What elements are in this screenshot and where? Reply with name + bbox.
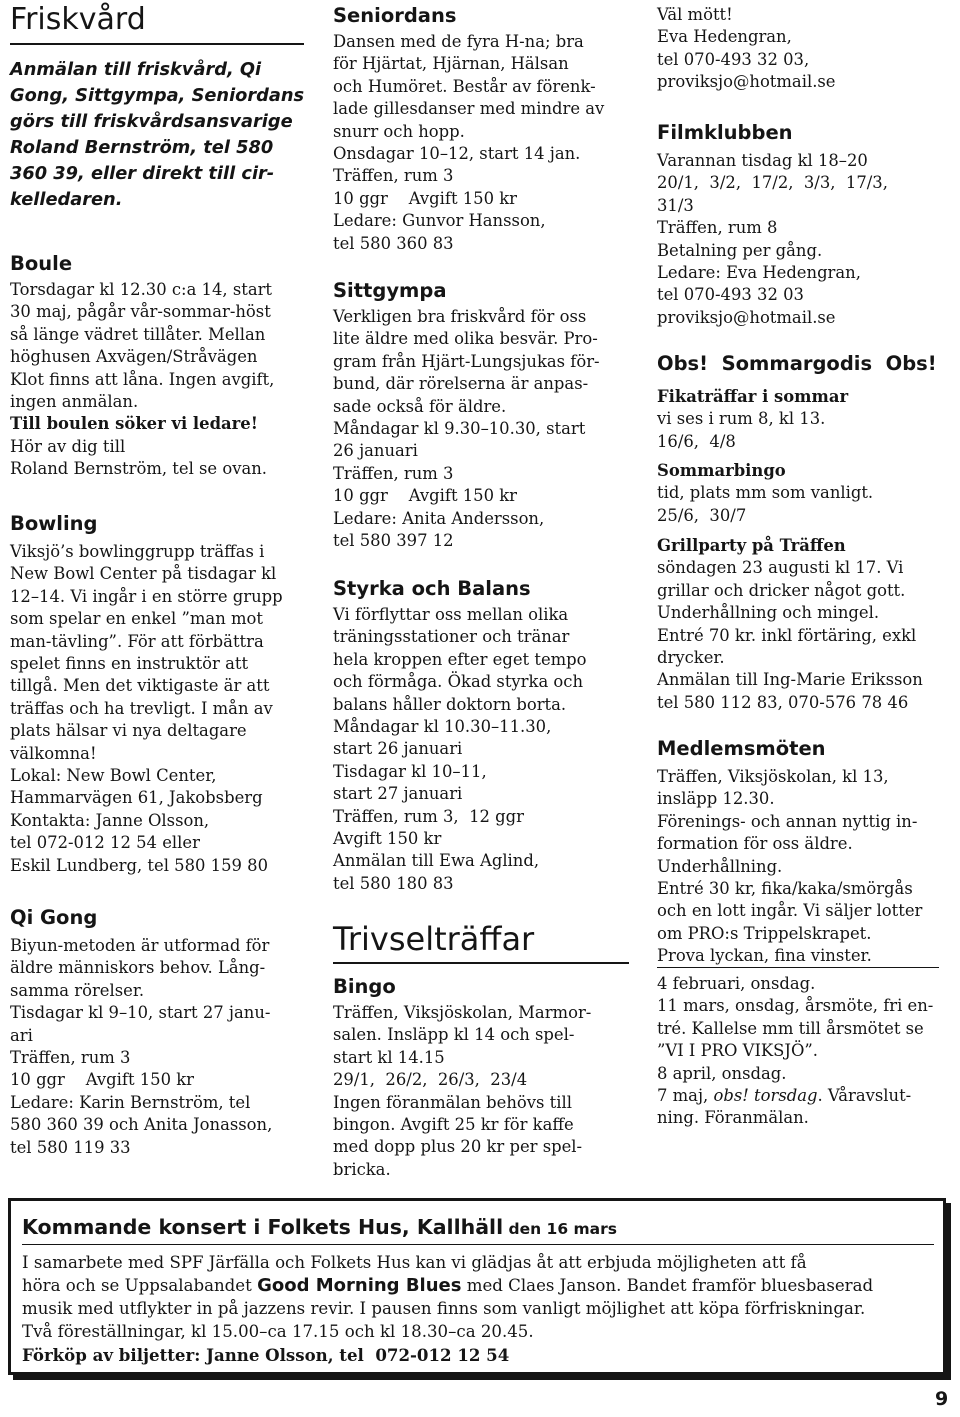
text-line: Förenings- och annan nyttig in- [657,811,918,831]
intro-line: Roland Bernström, tel 580 [10,137,274,158]
sittgympa-heading: Sittgympa [333,279,447,302]
email-text: proviksjo@hotmail.se [657,72,836,92]
text-span: med Claes Janson. Bandet framför bluesbaserad [461,1276,874,1295]
text-line: Underhållning. [657,856,783,876]
text-line: Betalning per gång. [657,240,823,260]
intro-line: Anmälan till friskvård, Qi [10,59,262,80]
text-line: 10 ggr Avgift 150 kr [333,486,518,506]
text-line: insläpp 12.30. [657,789,775,809]
text-line: tel 072-012 12 54 eller [10,833,200,853]
text-line: ”VI I PRO VIKSJÖ”. [657,1041,818,1061]
text-line: välkomna! [10,743,97,763]
text-line: träffas och ha trevligt. I mån av [10,698,273,718]
text-line: spelet finns en instruktör att [10,654,249,674]
text-line: vi ses i rum 8, kl 13. [657,409,826,429]
intro-line: görs till friskvårdsansvarige [10,111,293,132]
qigong-heading: Qi Gong [10,906,98,929]
text-line: 580 360 39 och Anita Jonasson, [10,1115,273,1135]
text-line: 12–14. Vi ingår i en större grupp [10,586,283,606]
medlem-heading: Medlemsmöten [657,737,826,760]
concert-title-main: Kommande konsert i Folkets Hus, Kallhäll [22,1215,504,1239]
concert-presale: Förköp av biljetter: Janne Olsson, tel 072-012 12 54 [22,1345,510,1365]
text-line: start 26 januari [333,739,463,759]
section-medlemsmoten [657,737,922,968]
text-line: Dansen med de fyra H-na; bra [333,32,584,51]
boule-callout: Till boulen söker vi ledare! [10,414,258,434]
text-line: ingen anmälan. [10,392,139,412]
text-line: 26 januari [333,441,418,461]
section-grillparty [657,535,923,714]
section-styrka [333,577,587,895]
text-line: balans håller doktorn borta. [333,694,567,714]
text-line: äldre människors behov. Lång- [10,958,266,978]
text-line: Träffen, rum 3 [333,166,454,186]
text-line: gram från Hjärt-Lungsjukas för- [333,351,600,371]
text-line: och Humöret. Består av förenk- [333,76,596,96]
text-line: Träffen, rum 8 [657,218,778,238]
text-line: Eva Hedengran, [657,27,792,47]
text-line: tillgå. Men det viktigaste är att [10,676,270,696]
text-line: tré. Kallelse mm till årsmötet se [657,1018,924,1038]
text-line: Kontakta: Janne Olsson, [10,810,210,830]
styrka-heading: Styrka och Balans [333,577,531,600]
text-line: start 27 januari [333,784,463,804]
text-line: salen. Insläpp kl 14 och spel- [333,1025,575,1045]
text-line: 20/1, 3/2, 17/2, 3/3, 17/3, [657,173,888,193]
text-line: tel 070-493 32 03 [657,285,804,305]
text-line: med dopp plus 20 kr per spel- [333,1137,583,1157]
text-line: hela kroppen efter eget tempo [333,649,587,669]
text-line: plats hälsar vi nya deltagare [10,721,247,741]
page-title: Friskvård [10,2,146,37]
text-line: Klot finns att låna. Ingen avgift, [10,369,275,389]
section-qigong [10,906,272,1159]
text-line: 16/6, 4/8 [657,431,736,451]
text-line: bingon. Avgift 25 kr för kaffe [333,1115,574,1135]
text-line: Vi förflyttar oss mellan olika [333,605,569,624]
text-line: formation för oss äldre. [657,834,853,854]
text-line: och förmåga. Ökad styrka och [333,672,584,692]
section-fika [657,386,848,453]
intro-line: 360 39, eller direkt till cir- [10,163,275,184]
title-rule [10,43,304,45]
text-line: drycker. [657,648,725,668]
text-line: om PRO:s Trippelskrapet. [657,923,872,943]
text-line: Roland Bernström, tel se ovan. [10,459,268,479]
trivsel-rule [333,962,629,964]
text-line: tel 580 360 83 [333,233,454,253]
intro-line: Gong, Sittgympa, Seniordans [10,85,305,106]
text-line: 10 ggr Avgift 150 kr [333,188,518,208]
text-line: träningsstationer och tränar [333,627,570,647]
text-line: ning. Föranmälan. [657,1108,809,1128]
bingo-heading: Bingo [333,975,396,998]
text-line: tel 070-493 32 03, [657,49,810,69]
text-line: Träffen, rum 3 [10,1048,131,1068]
text-line: Tisdagar kl 10–11, [333,761,487,781]
text-line: 25/6, 30/7 [657,505,747,525]
text-line: 31/3 [657,195,694,215]
text-line: Verkligen bra friskvård för oss [333,307,587,326]
text-line: Biyun-metoden är utformad för [10,936,270,955]
text-line: höghusen Axvägen/Stråvägen [10,347,258,367]
text-line: lite äldre med olika besvär. Pro- [333,329,598,349]
text-line: samma rörelser. [10,980,145,1000]
intro-line: kelledaren. [10,189,123,210]
text-span: 7 maj, [657,1086,714,1106]
filmklubben-heading: Filmklubben [657,121,793,144]
col3-top [657,4,836,94]
text-line: tel 580 397 12 [333,531,454,551]
text-line: 8 april, onsdag. [657,1063,787,1083]
bowling-heading: Bowling [10,512,98,535]
obs-heading: Obs! Sommargodis Obs! [657,352,937,375]
text-line: Ledare: Eva Hedengran, [657,263,861,283]
grillparty-heading: Grillparty på Träffen [657,536,846,555]
text-line: Träffen, rum 3, 12 ggr [333,806,524,826]
text-line: 29/1, 26/2, 26/3, 23/4 [333,1070,528,1090]
section-seniordans [333,4,604,255]
text-line: bund, där rörelserna är anpas- [333,374,589,394]
section-boule [10,252,274,481]
text-line: som spelar en enkel ”man mot [10,609,263,629]
text-line: 10 ggr Avgift 150 kr [10,1070,195,1090]
text-line: Ledare: Karin Bernström, tel [10,1092,251,1112]
concert-line: I samarbete med SPF Järfälla och Folkets Hus kan vi glädjas åt att erbjuda möjligheten att få [22,1253,807,1272]
page-number: 9 [935,1388,949,1410]
text-line: så länge vädret tillåter. Mellan [10,324,266,344]
text-line: Hör av dig till [10,436,126,456]
seniordans-heading: Seniordans [333,4,457,27]
text-line: Avgift 150 kr [333,829,442,849]
text-line [657,1085,933,1107]
trivsel-title: Trivselträffar [333,920,535,958]
text-line: Prova lyckan, fina vinster. [657,946,872,966]
text-line: man-tävling”. För att förbättra [10,631,264,651]
text-line: tel 580 180 83 [333,873,454,893]
fika-heading: Fikaträffar i sommar [657,387,849,406]
text-line: 30 maj, pågår vår-sommar-höst [10,302,271,322]
text-line: Onsdagar 10–12, start 14 jan. [333,144,581,164]
text-line: 11 mars, onsdag, årsmöte, fri en- [657,996,934,1016]
email-text: proviksjo@hotmail.se [657,307,836,327]
text-line: Viksjö’s bowlinggrupp träffas i [10,542,265,561]
text-line: tel 580 119 33 [10,1137,131,1157]
concert-title [22,1215,617,1239]
text-line: Ledare: Anita Andersson, [333,508,545,528]
text-line: 4 februari, onsdag. [657,974,816,993]
text-line: söndagen 23 augusti kl 17. Vi [657,558,904,578]
friskvard-intro [10,57,304,213]
text-line: Väl mött! [657,5,733,24]
text-line: Ingen föranmälan behövs till [333,1092,572,1112]
concert-line [22,1275,873,1298]
text-line: ari [10,1025,33,1045]
text-line: Anmälan till Ing-Marie Eriksson [657,670,923,690]
section-bingo [333,975,591,1181]
concert-title-date: den 16 mars [503,1220,617,1238]
text-line: Träffen, Viksjöskolan, kl 13, [657,767,889,786]
section-sommarbingo [657,460,873,527]
concert-rule [22,1244,934,1245]
text-line: Eskil Lundberg, tel 580 159 80 [10,855,269,875]
text-line: Entré 70 kr. inkl förtäring, exkl [657,625,917,645]
section-sittgympa [333,279,600,552]
medlem-rule [657,967,939,968]
section-bowling [10,512,283,877]
text-line: Varannan tisdag kl 18–20 [657,151,868,170]
emphasis-text: obs! torsdag [713,1086,818,1106]
text-line: Måndagar kl 10.30–11.30, [333,717,552,737]
text-line: Underhållning och mingel. [657,603,880,623]
text-line: bricka. [333,1159,391,1179]
text-line: tel 580 112 83, 070-576 78 46 [657,692,909,712]
text-line: Ledare: Gunvor Hansson, [333,211,546,231]
text-line: tid, plats mm som vanligt. [657,483,874,503]
text-line: Måndagar kl 9.30–10.30, start [333,419,586,439]
text-line: för Hjärtat, Hjärnan, Hälsan [333,54,569,74]
text-line: Hammarvägen 61, Jakobsberg [10,788,263,808]
section-filmklubben [657,121,888,329]
concert-line: musik med utflykter in på jazzens revir. I pausen finns som vanligt möjlighet att köpa förfriskningar. [22,1299,866,1318]
text-line: Lokal: New Bowl Center, [10,766,217,786]
sommarbingo-heading: Sommarbingo [657,461,786,480]
text-line: Träffen, Viksjöskolan, Marmor- [333,1003,592,1022]
text-span: höra och se Uppsalabandet [22,1276,258,1295]
text-line: start kl 14.15 [333,1047,445,1067]
text-line: och en lott ingår. Vi säljer lotter [657,901,923,921]
boule-heading: Boule [10,252,73,275]
text-line: Tisdagar kl 9–10, start 27 janu- [10,1003,271,1023]
concert-line: Två föreställningar, kl 15.00–ca 17.15 och kl 18.30–ca 20.45. [22,1322,534,1341]
medlem-dates [657,973,933,1130]
band-name: Good Morning Blues [257,1275,462,1296]
text-line: Anmälan till Ewa Aglind, [333,851,540,871]
text-line: sade också för äldre. [333,396,507,416]
text-line: grillar och dricker något gott. [657,580,906,600]
text-line: Entré 30 kr, fika/kaka/smörgås [657,879,913,899]
text-line: snurr och hopp. [333,121,465,141]
text-line: Torsdagar kl 12.30 c:a 14, start [10,280,273,299]
text-line: lade gillesdanser med mindre av [333,99,605,119]
text-line: Träffen, rum 3 [333,463,454,483]
text-span: . Våravslut- [817,1086,912,1106]
text-line: New Bowl Center på tisdagar kl [10,564,277,584]
